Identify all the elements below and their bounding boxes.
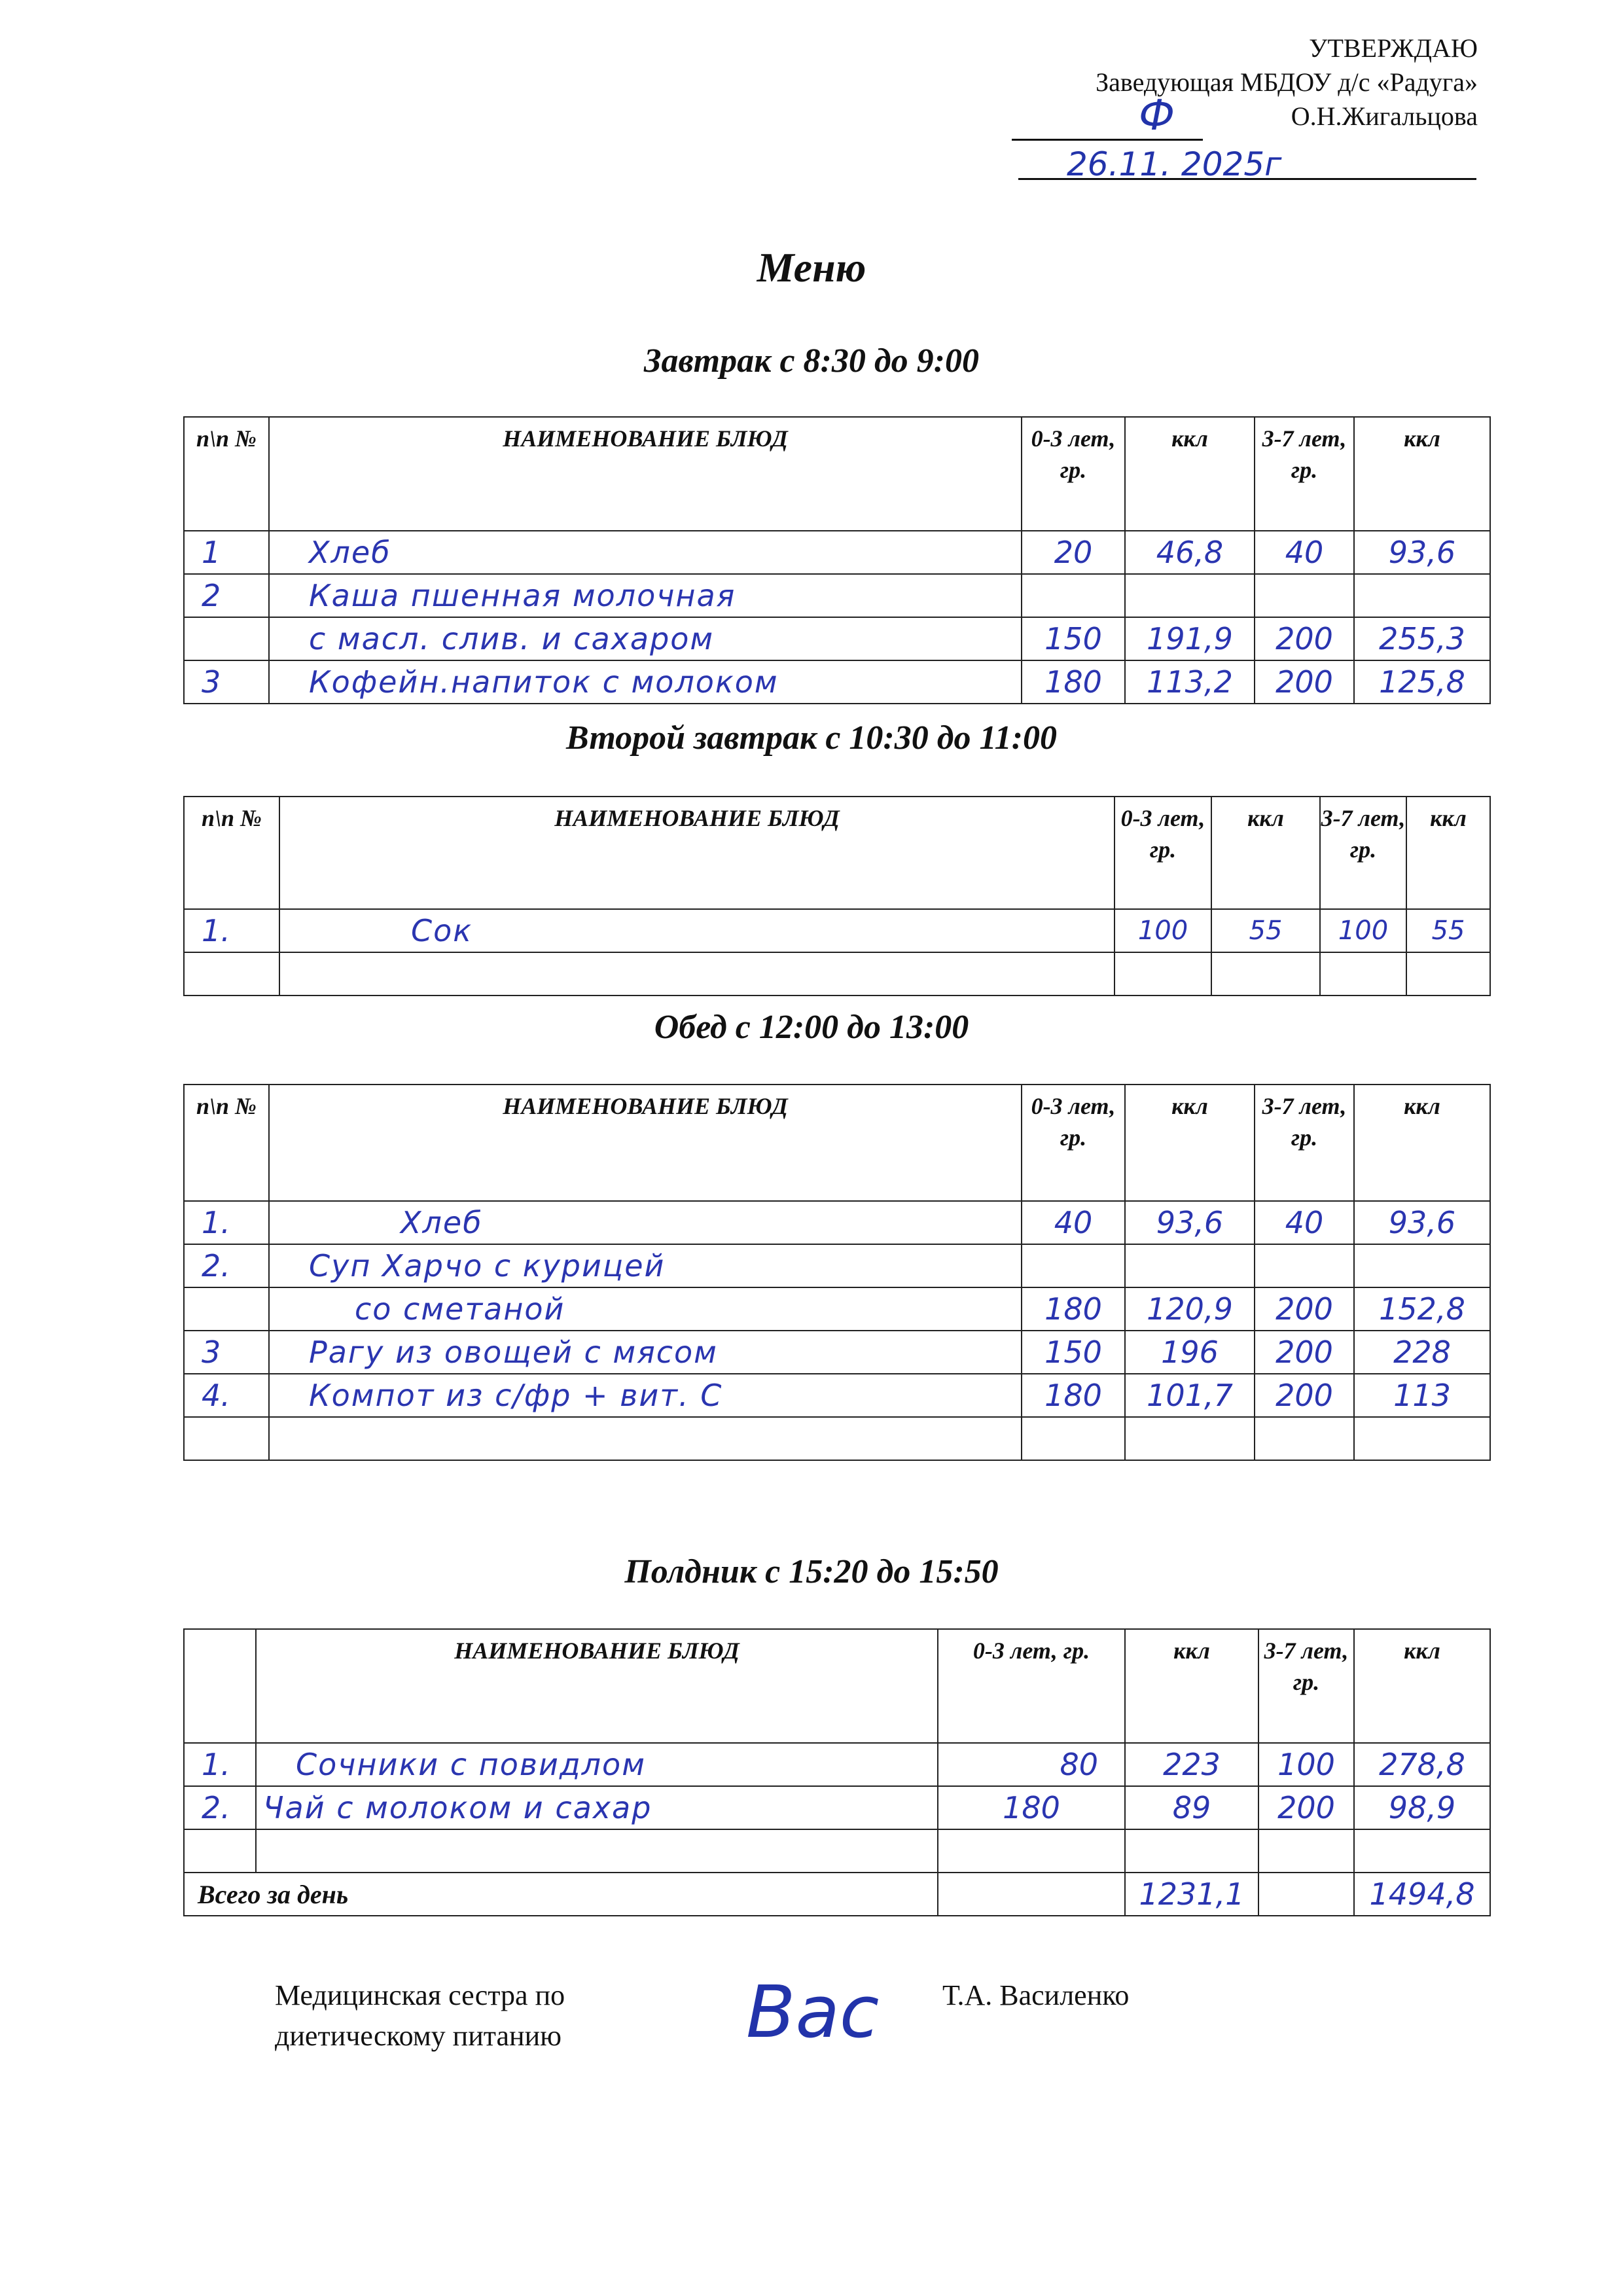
nurse-role-line2: диетическому питанию bbox=[275, 2020, 562, 2052]
dish-name: Компот из с/фр + вит. С bbox=[269, 1374, 1022, 1417]
kcal-3-7: 55 bbox=[1406, 909, 1490, 952]
col-header-num: n\n № bbox=[184, 417, 269, 531]
grams-3-7: 40 bbox=[1255, 1201, 1354, 1244]
kcal-0-3: 46,8 bbox=[1125, 531, 1255, 574]
table-row bbox=[184, 1201, 1490, 1244]
col-header-name: НАИМЕНОВАНИЕ БЛЮД bbox=[269, 1085, 1022, 1201]
grams-0-3: 80 bbox=[938, 1743, 1125, 1786]
director-signature: Ф bbox=[1139, 92, 1175, 140]
table-row bbox=[184, 1331, 1490, 1374]
grams-0-3: 150 bbox=[1022, 1331, 1125, 1374]
row-number bbox=[184, 952, 279, 996]
dish-name: Хлеб bbox=[269, 1201, 1022, 1244]
col-header-3-7: 3-7 лет, гр. bbox=[1255, 1085, 1354, 1201]
grams-0-3: 180 bbox=[938, 1786, 1125, 1829]
row-number bbox=[184, 1417, 269, 1460]
dish-name bbox=[256, 1829, 938, 1873]
table-row bbox=[184, 1829, 1490, 1873]
kcal-0-3: 191,9 bbox=[1125, 617, 1255, 660]
dish-name: с масл. слив. и сахаром bbox=[269, 617, 1022, 660]
kcal-3-7: 278,8 bbox=[1354, 1743, 1490, 1786]
col-header-num: n\n № bbox=[184, 1085, 269, 1201]
menu-table-lunch bbox=[183, 1084, 1491, 1461]
grams-0-3: 40 bbox=[1022, 1201, 1125, 1244]
row-number bbox=[184, 617, 269, 660]
grams-0-3 bbox=[1022, 1244, 1125, 1287]
dish-name: Сочники с повидлом bbox=[256, 1743, 938, 1786]
grams-0-3 bbox=[1022, 1417, 1125, 1460]
table-row bbox=[184, 531, 1490, 574]
col-header-kcal: ккл bbox=[1354, 1085, 1490, 1201]
grams-0-3 bbox=[938, 1829, 1125, 1873]
row-number: 2. bbox=[184, 1786, 256, 1829]
kcal-3-7: 93,6 bbox=[1354, 1201, 1490, 1244]
table-row bbox=[184, 909, 1490, 952]
total-empty bbox=[1258, 1873, 1354, 1916]
row-number: 1. bbox=[184, 909, 279, 952]
nurse-role-line1: Медицинская сестра по bbox=[275, 1979, 565, 2011]
grams-0-3: 150 bbox=[1022, 617, 1125, 660]
row-number: 1. bbox=[184, 1201, 269, 1244]
section-title-second-breakfast: Второй завтрак с 10:30 до 11:00 bbox=[566, 719, 1057, 757]
approval-position: Заведующая МБДОУ д/с «Радуга» bbox=[1096, 67, 1478, 97]
col-header-name: НАИМЕНОВАНИЕ БЛЮД bbox=[256, 1629, 938, 1743]
grams-0-3 bbox=[1022, 574, 1125, 617]
dish-name: Рагу из овощей с мясом bbox=[269, 1331, 1022, 1374]
col-header-kcal: ккл bbox=[1354, 1629, 1490, 1743]
grams-0-3: 180 bbox=[1022, 660, 1125, 704]
grams-3-7: 40 bbox=[1255, 531, 1354, 574]
grams-0-3: 20 bbox=[1022, 531, 1125, 574]
col-header-3-7: 3-7 лет, гр. bbox=[1258, 1629, 1354, 1743]
section-title-breakfast: Завтрак с 8:30 до 9:00 bbox=[643, 342, 979, 380]
row-number: 2. bbox=[184, 1244, 269, 1287]
grams-3-7: 200 bbox=[1255, 660, 1354, 704]
dish-name bbox=[279, 952, 1115, 996]
kcal-3-7: 152,8 bbox=[1354, 1287, 1490, 1331]
row-number: 1 bbox=[184, 531, 269, 574]
table-row bbox=[184, 660, 1490, 704]
col-header-0-3: 0-3 лет, гр. bbox=[1022, 1085, 1125, 1201]
grams-3-7: 100 bbox=[1320, 909, 1406, 952]
kcal-0-3: 89 bbox=[1125, 1786, 1258, 1829]
dish-name bbox=[269, 1417, 1022, 1460]
grams-3-7 bbox=[1258, 1829, 1354, 1873]
row-number: 3 bbox=[184, 660, 269, 704]
col-header-kcal: ккл bbox=[1125, 1629, 1258, 1743]
section-title-lunch: Обед с 12:00 до 13:00 bbox=[654, 1009, 969, 1046]
grams-3-7: 200 bbox=[1258, 1786, 1354, 1829]
grams-3-7: 200 bbox=[1255, 1374, 1354, 1417]
nurse-name: Т.А. Василенко bbox=[942, 1979, 1130, 2011]
kcal-3-7 bbox=[1354, 574, 1490, 617]
dish-name: Хлеб bbox=[269, 531, 1022, 574]
approval-date: 26.11. 2025г bbox=[1067, 145, 1282, 183]
grams-3-7 bbox=[1320, 952, 1406, 996]
kcal-3-7: 125,8 bbox=[1354, 660, 1490, 704]
kcal-0-3 bbox=[1211, 952, 1320, 996]
nurse-signature: Вас bbox=[746, 1970, 880, 2054]
nurse-role bbox=[275, 1975, 565, 2056]
dish-name: Кофейн.напиток с молоком bbox=[269, 660, 1022, 704]
dish-name: Чай с молоком и сахар bbox=[256, 1786, 938, 1829]
table-row bbox=[184, 574, 1490, 617]
row-number bbox=[184, 1287, 269, 1331]
table-row bbox=[184, 1374, 1490, 1417]
total-label: Всего за день bbox=[184, 1873, 938, 1916]
kcal-3-7 bbox=[1406, 952, 1490, 996]
grams-0-3: 180 bbox=[1022, 1287, 1125, 1331]
dish-name: со сметаной bbox=[269, 1287, 1022, 1331]
kcal-3-7: 98,9 bbox=[1354, 1786, 1490, 1829]
col-header-kcal: ккл bbox=[1406, 797, 1490, 909]
row-number: 2 bbox=[184, 574, 269, 617]
total-kcal-0-3: 1231,1 bbox=[1125, 1873, 1258, 1916]
col-header-3-7: 3-7 лет, гр. bbox=[1320, 797, 1406, 909]
grams-0-3 bbox=[1115, 952, 1211, 996]
section-title-afternoon-snack: Полдник с 15:20 до 15:50 bbox=[624, 1553, 999, 1590]
table-row bbox=[184, 1417, 1490, 1460]
kcal-0-3: 93,6 bbox=[1125, 1201, 1255, 1244]
approval-heading: УТВЕРЖДАЮ bbox=[1309, 33, 1478, 63]
dish-name: Каша пшенная молочная bbox=[269, 574, 1022, 617]
kcal-0-3: 113,2 bbox=[1125, 660, 1255, 704]
grams-3-7: 200 bbox=[1255, 1287, 1354, 1331]
kcal-3-7: 113 bbox=[1354, 1374, 1490, 1417]
page-title: Меню bbox=[757, 244, 866, 291]
total-row bbox=[184, 1873, 1490, 1916]
kcal-3-7 bbox=[1354, 1244, 1490, 1287]
menu-table-second-breakfast bbox=[183, 796, 1491, 996]
table-row bbox=[184, 1244, 1490, 1287]
grams-3-7: 100 bbox=[1258, 1743, 1354, 1786]
grams-3-7: 200 bbox=[1255, 617, 1354, 660]
approval-name: О.Н.Жигальцова bbox=[1291, 101, 1478, 131]
col-header-num bbox=[184, 1629, 256, 1743]
total-kcal-3-7: 1494,8 bbox=[1354, 1873, 1490, 1916]
table-row bbox=[184, 1287, 1490, 1331]
kcal-3-7 bbox=[1354, 1829, 1490, 1873]
menu-table-afternoon-snack bbox=[183, 1628, 1491, 1916]
kcal-3-7: 93,6 bbox=[1354, 531, 1490, 574]
table-row bbox=[184, 1786, 1490, 1829]
kcal-0-3 bbox=[1125, 1417, 1255, 1460]
grams-3-7: 200 bbox=[1255, 1331, 1354, 1374]
grams-3-7 bbox=[1255, 1244, 1354, 1287]
col-header-kcal: ккл bbox=[1125, 1085, 1255, 1201]
kcal-0-3 bbox=[1125, 1829, 1258, 1873]
col-header-3-7: 3-7 лет, гр. bbox=[1255, 417, 1354, 531]
dish-name: Суп Харчо с курицей bbox=[269, 1244, 1022, 1287]
grams-0-3: 100 bbox=[1115, 909, 1211, 952]
row-number: 1. bbox=[184, 1743, 256, 1786]
kcal-0-3 bbox=[1125, 1244, 1255, 1287]
col-header-0-3: 0-3 лет, гр. bbox=[938, 1629, 1125, 1743]
table-row bbox=[184, 1743, 1490, 1786]
row-number: 3 bbox=[184, 1331, 269, 1374]
kcal-0-3: 223 bbox=[1125, 1743, 1258, 1786]
kcal-3-7: 228 bbox=[1354, 1331, 1490, 1374]
grams-0-3: 180 bbox=[1022, 1374, 1125, 1417]
kcal-0-3: 120,9 bbox=[1125, 1287, 1255, 1331]
col-header-0-3: 0-3 лет, гр. bbox=[1022, 417, 1125, 531]
approval-block bbox=[1020, 31, 1478, 134]
col-header-kcal: ккл bbox=[1125, 417, 1255, 531]
row-number: 4. bbox=[184, 1374, 269, 1417]
col-header-name: НАИМЕНОВАНИЕ БЛЮД bbox=[269, 417, 1022, 531]
total-empty bbox=[938, 1873, 1125, 1916]
row-number bbox=[184, 1829, 256, 1873]
table-row bbox=[184, 952, 1490, 996]
kcal-0-3 bbox=[1125, 574, 1255, 617]
kcal-0-3: 55 bbox=[1211, 909, 1320, 952]
grams-3-7 bbox=[1255, 574, 1354, 617]
table-row bbox=[184, 617, 1490, 660]
col-header-name: НАИМЕНОВАНИЕ БЛЮД bbox=[279, 797, 1115, 909]
kcal-3-7 bbox=[1354, 1417, 1490, 1460]
menu-table-breakfast bbox=[183, 416, 1491, 704]
col-header-0-3: 0-3 лет, гр. bbox=[1115, 797, 1211, 909]
dish-name: Сок bbox=[279, 909, 1115, 952]
col-header-kcal: ккл bbox=[1211, 797, 1320, 909]
kcal-0-3: 196 bbox=[1125, 1331, 1255, 1374]
col-header-kcal: ккл bbox=[1354, 417, 1490, 531]
kcal-0-3: 101,7 bbox=[1125, 1374, 1255, 1417]
kcal-3-7: 255,3 bbox=[1354, 617, 1490, 660]
col-header-num: n\n № bbox=[184, 797, 279, 909]
grams-3-7 bbox=[1255, 1417, 1354, 1460]
